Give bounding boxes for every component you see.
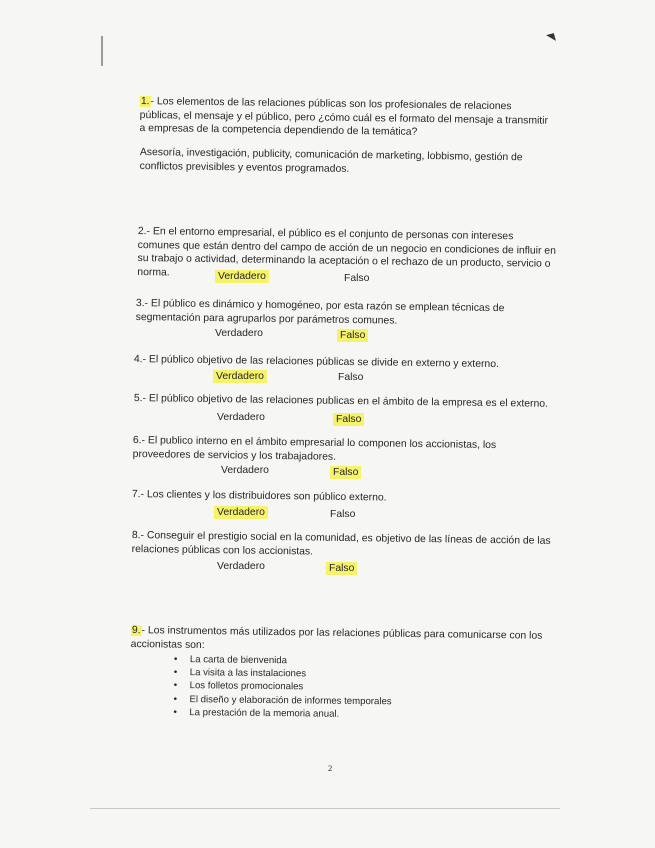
question-8-text: 8.- Conseguir el prestigio social en la comunidad, es objetivo de las líneas de acción de las relaciones públicas con los accionistas. <box>131 529 551 558</box>
question-1-text: - Los elementos de las relaciones públicas son los profesionales de relaciones públicas, el mensaje y el público, pero ¿cómo cuál es el formato del mensaje a transmitir a empresas de la competencia dependiendo de la temática? <box>139 96 549 139</box>
page-number: 2 <box>328 763 333 773</box>
question-2-text: 2.- En el entorno empresarial, el público es el conjunto de personas con intereses comunes que están dentro del campo de acción de un negocio en condiciones de influir en su trabajo o actividad, determinando la aceptación o el rechazo de un producto, servicio o norma. <box>137 225 556 279</box>
question-1-answer: Asesoría, investigación, publicity, comunicación de marketing, lobbismo, gestión de conflictos previsibles y eventos programados. <box>139 146 523 175</box>
corner-arrow-icon <box>546 33 556 43</box>
question-1-number: 1. <box>140 96 150 108</box>
question-6-text: 6.- El publico interno en el ámbito empresarial lo componen los accionistas, los proveedores de servicios y los trabajadores. <box>132 434 497 463</box>
page-edge-mark <box>101 36 103 66</box>
question-6-option-true[interactable]: Verdadero <box>221 465 269 476</box>
question-2-option-false[interactable]: Falso <box>344 273 370 284</box>
question-9-number: 9. <box>131 625 141 637</box>
question-4-text: 4.- El público objetivo de las relaciones públicas se divide en externo y externo. <box>133 353 499 371</box>
question-9-list <box>173 653 392 721</box>
question-8-option-false[interactable]: Falso <box>326 562 357 575</box>
question-6-option-false[interactable]: Falso <box>330 466 361 479</box>
question-5-option-true[interactable]: Verdadero <box>217 412 265 423</box>
question-9 <box>131 624 551 657</box>
list-item: • La prestación de la memoria anual. <box>173 706 391 721</box>
question-7-text: 7.- Los clientes y los distribuidores son público externo. <box>131 488 387 504</box>
question-4-option-true[interactable]: Verdadero <box>213 370 267 383</box>
question-2-option-true[interactable]: Verdadero <box>215 270 269 283</box>
question-7-option-false[interactable]: Falso <box>330 509 356 520</box>
question-8-option-true[interactable]: Verdadero <box>217 561 265 572</box>
question-5-text: 5.- El público objetivo de las relaciones publicas en el ámbito de la empresa es el externo. <box>133 392 549 410</box>
question-3-text: 3.- El público es dinámico y homogéneo, por esta razón se emplean técnicas de segmentación para agruparlos por parámetros comunes. <box>135 297 505 327</box>
question-5-option-false[interactable]: Falso <box>333 413 364 426</box>
list-item: • La visita a las instalaciones <box>174 666 392 681</box>
question-3-option-false[interactable]: Falso <box>337 329 368 342</box>
list-item: • El diseño y elaboración de informes temporales <box>173 693 391 708</box>
list-item: • La carta de bienvenida <box>174 653 392 668</box>
question-7-option-true[interactable]: Verdadero <box>214 506 268 519</box>
question-9-text: - Los instrumentos más utilizados por las relaciones públicas para comunicarse con los accionistas son: <box>130 625 543 651</box>
question-3-option-true[interactable]: Verdadero <box>215 328 263 339</box>
question-4-option-false[interactable]: Falso <box>338 372 364 383</box>
question-1 <box>139 95 555 142</box>
list-item: • Los folletos promocionales <box>174 679 392 694</box>
page-bottom-edge <box>90 808 560 809</box>
